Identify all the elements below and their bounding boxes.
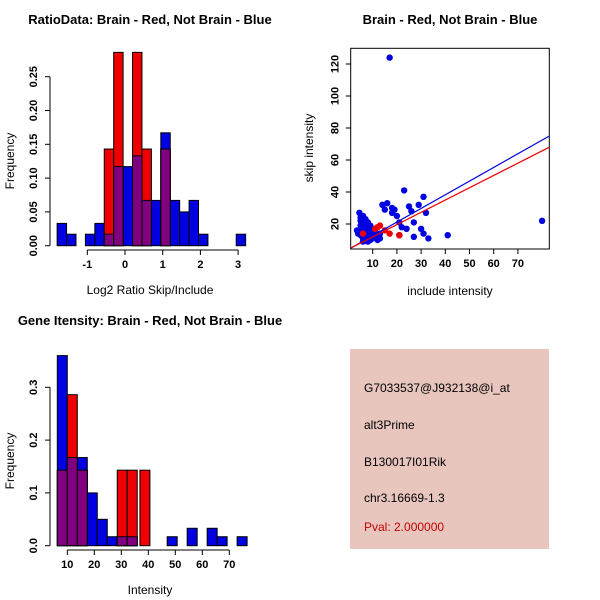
y-tick-label: 120	[329, 54, 342, 74]
histogram-bar-blue	[189, 200, 198, 245]
histogram-bar-blue	[199, 234, 208, 245]
x-tick-label: 3	[235, 259, 242, 271]
x-tick-label: -1	[82, 259, 93, 271]
scatter-point-red	[360, 230, 366, 236]
scatter-point-blue	[384, 200, 390, 206]
y-tick-label: 0.25	[28, 65, 40, 88]
chromosome-location-text: chr3.16669-1.3	[364, 491, 445, 505]
x-tick-label: 60	[196, 559, 209, 571]
x-tick-label: 70	[223, 559, 236, 571]
scatter-point-blue	[425, 235, 431, 241]
intensity-scatter-chart	[300, 0, 600, 300]
chart-title: RatioData: Brain - Red, Not Brain - Blue	[28, 12, 272, 27]
x-tick-label: 10	[61, 559, 74, 571]
x-tick-label: 40	[142, 559, 155, 571]
splice-type-text: alt3Prime	[364, 418, 415, 432]
histogram-bar-overlap	[104, 234, 113, 245]
chart-title: Brain - Red, Not Brain - Blue	[362, 12, 538, 27]
histogram-bar-overlap	[67, 458, 77, 546]
y-tick-label: 0.00	[28, 234, 40, 257]
scatter-point-red	[386, 230, 392, 236]
scatter-point-blue	[401, 187, 407, 193]
histogram-bar-overlap	[142, 200, 151, 245]
x-tick-label: 30	[115, 559, 128, 571]
pval-text: Pval: 2.000000	[364, 520, 445, 534]
scatter-point-blue	[382, 206, 388, 212]
histogram-bar-overlap	[57, 470, 67, 546]
x-tick-label: 2	[197, 259, 204, 271]
scatter-point-blue	[403, 226, 409, 232]
chart-title: Gene Itensity: Brain - Red, Not Brain - Blue	[17, 313, 283, 328]
histogram-bar-red	[104, 149, 113, 246]
x-tick-label: 70	[511, 258, 525, 270]
x-tick-label: 20	[88, 559, 101, 571]
y-tick-label: 100	[329, 86, 342, 106]
scatter-point-red	[396, 232, 402, 238]
histogram-bar-blue	[217, 537, 227, 546]
panel-ratio-histogram	[0, 0, 300, 300]
scatter-point-blue	[420, 230, 426, 236]
scatter-point-red	[377, 222, 383, 228]
x-axis-label: include intensity	[407, 284, 493, 298]
x-axis-label: Log2 Ratio Skip/Include	[86, 283, 214, 297]
histogram-bar-overlap	[161, 149, 170, 246]
histogram-bar-overlap	[133, 156, 142, 246]
y-tick-label: 0.0	[28, 538, 40, 554]
panel-gene-intensity-histogram	[0, 300, 300, 600]
x-tick-label: 50	[169, 559, 182, 571]
histogram-bar-blue	[57, 223, 66, 245]
x-tick-label: 40	[439, 258, 452, 270]
histogram-bar-overlap	[127, 537, 137, 546]
histogram-bar-blue	[107, 537, 117, 546]
panel-gene-info	[300, 300, 600, 600]
x-tick-label: 30	[414, 258, 428, 270]
y-tick-label: 40	[329, 185, 342, 199]
probe-id-text: G7033537@J932138@i_at	[364, 381, 510, 395]
y-tick-label: 0.20	[28, 99, 40, 122]
scatter-point-blue	[415, 202, 421, 208]
scatter-point-blue	[391, 206, 397, 212]
x-tick-label: 60	[487, 258, 500, 270]
histogram-bar-blue	[167, 537, 177, 546]
x-axis-label: Intensity	[127, 583, 173, 597]
x-tick-label: 1	[159, 259, 166, 271]
histogram-bar-overlap	[114, 167, 123, 246]
plot-box	[351, 48, 550, 249]
histogram-bar-red	[117, 470, 127, 546]
ratio-histogram-chart	[0, 0, 300, 300]
histogram-bar-blue	[67, 234, 76, 245]
gene-symbol-text: B130017I01Rik	[364, 455, 447, 469]
x-tick-label: 0	[121, 259, 129, 271]
scatter-point-blue	[411, 219, 417, 225]
y-tick-label: 0.2	[28, 432, 40, 448]
scatter-point-blue	[445, 232, 451, 238]
scatter-point-blue	[394, 213, 400, 219]
histogram-bar-blue	[123, 167, 132, 246]
y-tick-label: 80	[329, 121, 342, 135]
scatter-point-blue	[386, 54, 392, 60]
histogram-bar-blue	[85, 234, 94, 245]
y-tick-label: 0.15	[28, 133, 40, 156]
y-tick-label: 0.05	[28, 201, 40, 223]
y-axis-label: Frequency	[3, 432, 17, 490]
y-axis-label: skip intensity	[302, 113, 316, 183]
histogram-bar-blue	[151, 200, 160, 245]
y-tick-label: 60	[329, 153, 342, 167]
histogram-bar-blue	[187, 528, 197, 545]
histogram-bar-blue	[207, 528, 217, 545]
x-tick-label: 50	[463, 258, 476, 270]
histogram-bar-blue	[180, 212, 189, 246]
scatter-point-blue	[539, 218, 545, 224]
histogram-bar-blue	[170, 200, 179, 245]
histogram-bar-overlap	[77, 470, 87, 546]
x-tick-label: 20	[390, 258, 404, 270]
fit-line-blue	[351, 136, 549, 248]
scatter-point-blue	[411, 234, 417, 240]
panel-intensity-scatter	[300, 0, 600, 300]
y-tick-label: 0.3	[28, 379, 40, 395]
y-tick-label: 0.1	[28, 485, 40, 501]
histogram-bar-blue	[95, 223, 104, 245]
y-tick-label: 20	[329, 217, 342, 231]
gene-info-box	[350, 349, 549, 549]
histogram-bar-overlap	[117, 537, 127, 546]
histogram-bar-red	[127, 470, 137, 546]
fit-line-red	[351, 147, 549, 248]
gene-intensity-histogram-chart	[0, 300, 300, 600]
x-tick-label: 10	[366, 258, 379, 270]
y-tick-label: 0.10	[28, 167, 40, 189]
scatter-point-blue	[420, 194, 426, 200]
y-axis-label: Frequency	[3, 132, 17, 190]
histogram-bar-blue	[236, 234, 245, 245]
histogram-bar-blue	[237, 537, 247, 546]
histogram-bar-blue	[87, 493, 97, 546]
histogram-bar-blue	[97, 519, 107, 545]
histogram-bar-red	[140, 470, 150, 546]
